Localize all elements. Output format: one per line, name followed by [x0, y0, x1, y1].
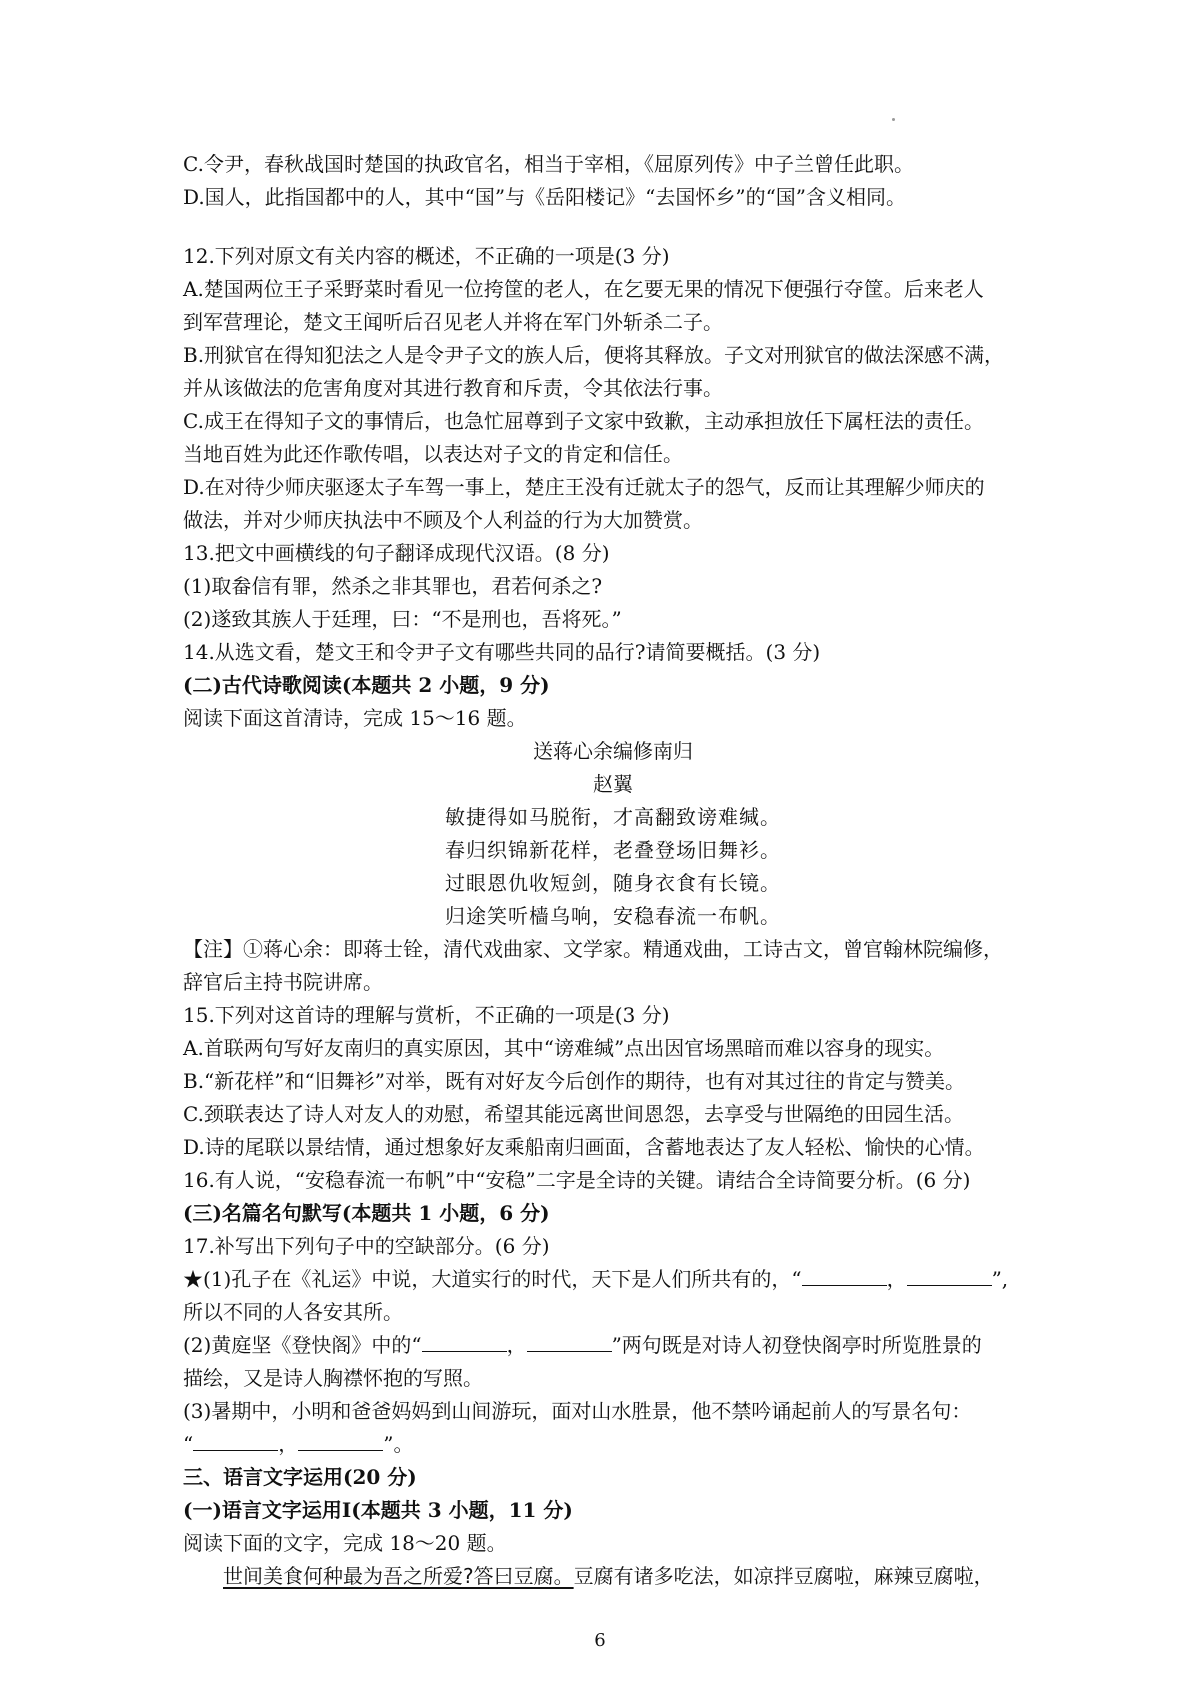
part-3-intro: 阅读下面的文字，完成 18～20 题。	[183, 1531, 507, 1555]
q12-option-c-2: 当地百姓为此还作歌传唱，以表达对子文的肯定和信任。	[183, 442, 683, 466]
part-3-subheading: (一)语言文字运用Ⅰ(本题共 3 小题，11 分)	[183, 1498, 573, 1522]
page-number: 6	[594, 1630, 606, 1651]
answer-blank[interactable]	[298, 1428, 383, 1451]
q14-stem: 14.从选文看，楚文王和令尹子文有哪些共同的品行?请简要概括。(3 分)	[183, 640, 821, 664]
q11-option-d: D.国人，此指国都中的人，其中“国”与《岳阳楼记》“去国怀乡”的“国”含义相同。	[183, 185, 907, 209]
poem-author: 赵翼	[593, 772, 633, 796]
poem-line-2: 春归织锦新花样，老叠登场旧舞衫。	[445, 838, 781, 862]
answer-blank[interactable]	[907, 1263, 992, 1286]
q12-option-b-2: 并从该做法的危害角度对其进行教育和斥责，令其依法行事。	[183, 376, 723, 400]
section-2-heading: (二)古代诗歌阅读(本题共 2 小题，9 分)	[183, 673, 550, 697]
q17-item-2-line-2: 描绘，又是诗人胸襟怀抱的写照。	[183, 1366, 483, 1390]
underlined-sentence: 世间美食何种最为吾之所爱?答曰豆腐。	[223, 1564, 574, 1588]
q13-sentence-2: (2)遂致其族人于廷理，曰：“不是刑也，吾将死。”	[183, 607, 622, 631]
q12-stem: 12.下列对原文有关内容的概述，不正确的一项是(3 分)	[183, 244, 670, 268]
answer-blank[interactable]	[527, 1329, 612, 1352]
q12-option-d-1: D.在对待少师庆驱逐太子车驾一事上，楚庄王没有迁就太子的怨气，反而让其理解少师庆的	[183, 475, 985, 499]
q15-option-a: A.首联两句写好友南归的真实原因，其中“谤难缄”点出因官场黑暗而难以容身的现实。	[183, 1036, 945, 1060]
poem-line-4: 归途笑听樯乌响，安稳春流一布帆。	[445, 904, 781, 928]
q15-option-b: B.“新花样”和“旧舞衫”对举，既有对好友今后创作的期待，也有对其过往的肯定与赞美。	[183, 1069, 965, 1093]
reading-passage: 世间美食何种最为吾之所爱?答曰豆腐。豆腐有诸多吃法，如凉拌豆腐啦，麻辣豆腐啦，	[223, 1564, 994, 1588]
q12-option-b-1: B.刑狱官在得知犯法之人是令尹子文的族人后，便将其释放。子文对刑狱官的做法深感不满，	[183, 343, 1005, 367]
answer-blank[interactable]	[193, 1428, 278, 1451]
q17-item-2: (2)黄庭坚《登快阁》中的“ ， ”两句既是对诗人初登快阁亭时所览胜景的	[183, 1329, 1043, 1362]
answer-blank[interactable]	[422, 1329, 507, 1352]
q15-option-c: C.颈联表达了诗人对友人的劝慰，希望其能远离世间恩怨，去享受与世隔绝的田园生活。	[183, 1102, 964, 1126]
q17-item-1: ★(1)孔子在《礼运》中说，大道实行的时代，天下是人们所共有的，“ ， ”,	[183, 1263, 1043, 1296]
q12-option-a-2: 到军营理论，楚文王闻听后召见老人并将在军门外斩杀二子。	[183, 310, 723, 334]
section-2-intro: 阅读下面这首清诗，完成 15～16 题。	[183, 706, 527, 730]
section-3-heading: (三)名篇名句默写(本题共 1 小题，6 分)	[183, 1201, 550, 1225]
poem-title: 送蒋心余编修南归	[533, 739, 693, 763]
spacer	[183, 214, 1043, 240]
answer-blank[interactable]	[802, 1263, 887, 1286]
poem-line-1: 敏捷得如马脱衔，才高翻致谤难缄。	[445, 805, 781, 829]
q17-item-3-blanks: “ ， ”。	[183, 1428, 1043, 1461]
q17-stem: 17.补写出下列句子中的空缺部分。(6 分)	[183, 1234, 550, 1258]
part-3-heading: 三、语言文字运用(20 分)	[183, 1465, 417, 1489]
q15-stem: 15.下列对这首诗的理解与赏析，不正确的一项是(3 分)	[183, 1003, 670, 1027]
q12-option-d-2: 做法，并对少师庆执法中不顾及个人利益的行为大加赞赏。	[183, 508, 703, 532]
q15-option-d: D.诗的尾联以景结情，通过想象好友乘船南归画面，含蓄地表达了友人轻松、愉快的心情。	[183, 1135, 985, 1159]
q12-option-c-1: C.成王在得知子文的事情后，也急忙屈尊到子文家中致歉，主动承担放任下属枉法的责任。	[183, 409, 984, 433]
q13-stem: 13.把文中画横线的句子翻译成现代汉语。(8 分)	[183, 541, 610, 565]
poem-line-3: 过眼恩仇收短剑，随身衣食有长镜。	[445, 871, 781, 895]
poem-note-1: 【注】①蒋心余：即蒋士铨，清代戏曲家、文学家。精通戏曲，工诗古文，曾官翰林院编修，	[183, 937, 1003, 961]
poem-note-2: 辞官后主持书院讲席。	[183, 970, 383, 994]
page-content	[183, 148, 1043, 1593]
q16-stem: 16.有人说，“安稳春流一布帆”中“安稳”二字是全诗的关键。请结合全诗简要分析。(6 分)	[183, 1168, 971, 1192]
scan-speck	[892, 118, 895, 121]
q13-sentence-1: (1)取畚信有罪，然杀之非其罪也，君若何杀之?	[183, 574, 603, 598]
q17-item-3: (3)暑期中，小明和爸爸妈妈到山间游玩，面对山水胜景，他不禁吟诵起前人的写景名句：	[183, 1399, 972, 1423]
q17-item-1-line-2: 所以不同的人各安其所。	[183, 1300, 403, 1324]
q11-option-c: C.令尹，春秋战国时楚国的执政官名，相当于宰相，《屈原列传》中子兰曾任此职。	[183, 152, 914, 176]
q12-option-a-1: A.楚国两位王子采野菜时看见一位挎筐的老人，在乞要无果的情况下便强行夺筐。后来老人	[183, 277, 984, 301]
